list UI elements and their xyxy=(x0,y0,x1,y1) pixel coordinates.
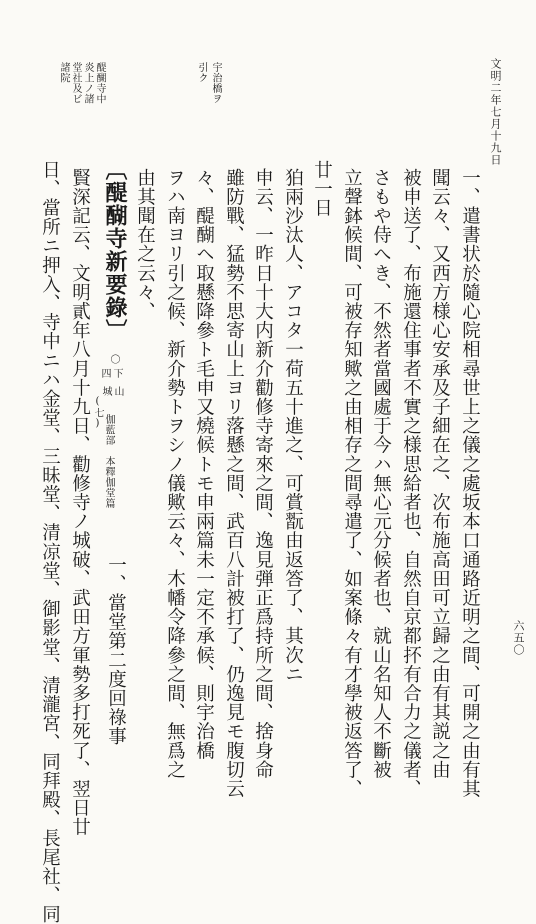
volume-note-b: 四 xyxy=(99,368,110,379)
text-column-13: 賢深記云、文明貳年八月十九日、勸修寺ノ城破、武田方軍勢多打死了、翌日廿 xyxy=(69,168,91,837)
volume-note-d: 城 xyxy=(100,386,111,397)
annotation-daigoji-3: 堂社及ビ xyxy=(70,62,81,104)
annotation-ujibashi-1: 宇治橋ヲ xyxy=(210,62,221,104)
text-column-9: 雖防戰、猛勢不思寄山上ヨリ落懸之間、武百八計被打了、仍逸見モ腹切云 xyxy=(223,168,245,799)
page-number: 六五〇 xyxy=(512,620,525,656)
text-column-3: 被申送了、布施還住事者不實之様思給者也、自然自京都抔有合力之儀者、 xyxy=(400,168,422,799)
date-heading-21: 廿一日 xyxy=(311,160,333,218)
text-column-7: 狛兩沙汰人、アコタ一荷五十進之、可賞翫由返答了、其次ニ xyxy=(282,168,304,684)
text-column-8: 申云、一昨日十大内新介勸修寺寄來之間、逸見弾正爲持所之間、捨身命 xyxy=(252,168,274,780)
section-name: 伽藍部 本釋伽堂篇 xyxy=(103,414,114,509)
annotation-daigoji-4: 諸院 xyxy=(58,62,69,83)
annotation-ujibashi-2: 引ク xyxy=(196,62,207,83)
header-date: 文明二年七月十九日 xyxy=(489,58,502,166)
annotation-daigoji-1: 醍醐寺中 xyxy=(94,62,105,104)
section-entry: 一、當堂第二度回祿事 xyxy=(105,555,127,746)
text-column-12: 由其聞在之云々、 xyxy=(134,168,156,321)
text-column-11: ヲハ南ヨリ引之候、新介勢トヲシノ儀歟云々、木幡令降參之間、無爲之 xyxy=(164,168,186,780)
text-column-10: 々、醍醐ヘ取懸降參ト毛申又燒候トモ申兩篇未一定不承候、則宇治橋 xyxy=(193,168,215,761)
text-column-4: さもや侍へき、不然者當國處于今ハ無心元分候者也、就山名知人不斷被 xyxy=(370,168,392,780)
volume-note-a: 下 xyxy=(111,368,122,379)
text-column-2: 聞云々、又西方様心安承及子細在之、次布施高田可立歸之由有其説之由 xyxy=(429,168,451,780)
annotation-daigoji-2: 炎上ノ諸 xyxy=(82,62,93,104)
volume-note-c: 山 xyxy=(112,386,123,397)
text-column-1: 一、遣書状於隨心院相尋世上之儀之處坂本口通路近明之間、可開之由有其 xyxy=(459,168,481,799)
text-column-5: 立聲鉢候間、可被存知歟之由相存之間尋遣了、如案條々有才學被返答了、 xyxy=(341,168,363,799)
text-column-14: 日、當所ニ押入、寺中ニハ金堂、三昧堂、清凉堂、御影堂、清瀧宮、同拜殿、長尾社、同 xyxy=(39,160,61,924)
source-heading: 〔醍醐寺新要錄〕 xyxy=(102,158,128,342)
bracket-note: (七) xyxy=(92,396,103,430)
marker: 〇 xyxy=(108,354,119,365)
